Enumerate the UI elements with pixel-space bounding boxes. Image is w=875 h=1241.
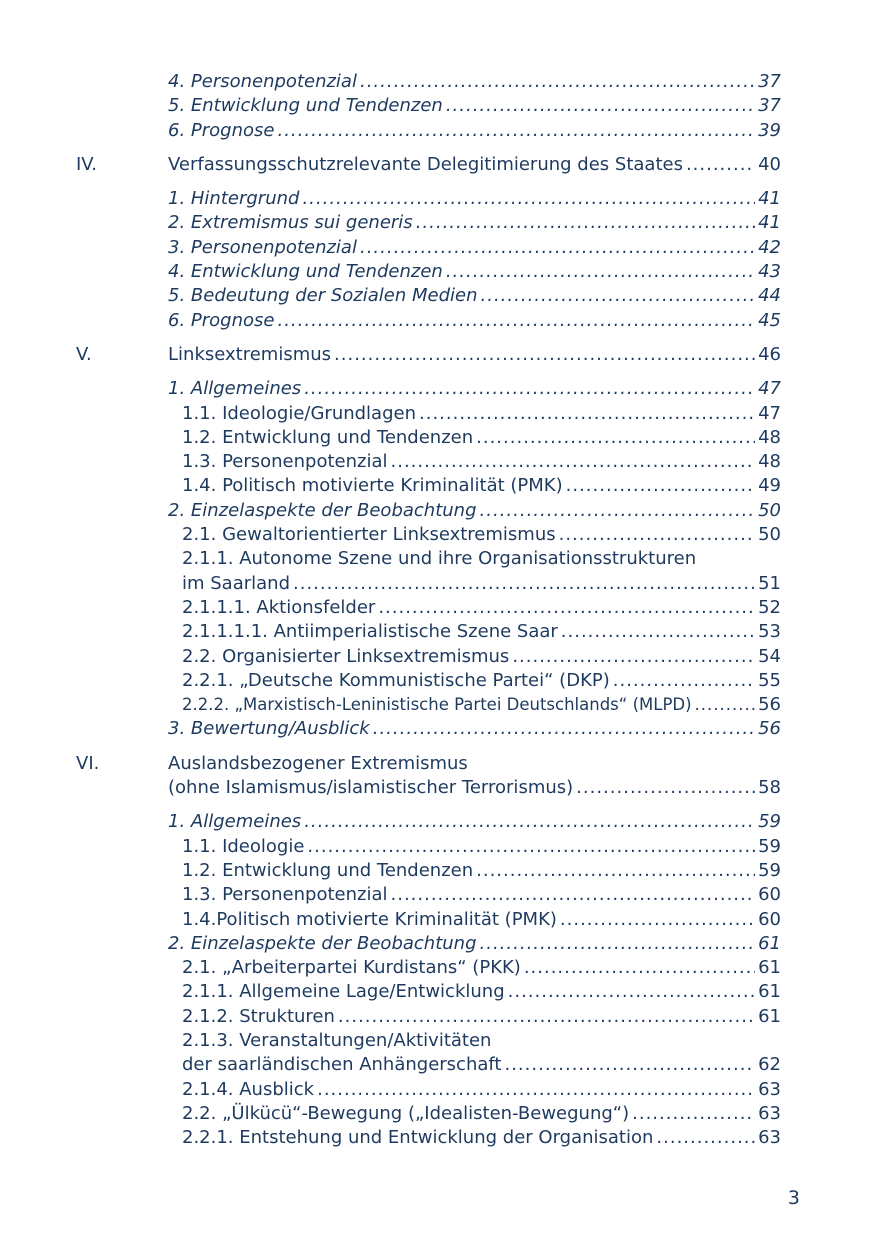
toc-entry[interactable]: 3. Bewertung/Ausblick ..... 56 <box>76 717 781 741</box>
chapter-title-line-2: (ohne Islamismus/islamistischer Terrorismus) <box>168 777 574 799</box>
leader-dots <box>686 153 755 177</box>
toc-entry[interactable]: 2. Einzelaspekte der Beobachtung ..... 50 <box>76 499 781 523</box>
leader-dots <box>476 426 755 450</box>
toc-entry[interactable]: 2.1.4. Ausblick ..... 63 <box>76 1078 781 1102</box>
toc-entry[interactable]: 4. Entwicklung und Tendenzen ..... 43 <box>76 260 781 284</box>
leader-dots <box>304 377 755 401</box>
leader-dots <box>302 187 755 211</box>
leader-dots <box>373 717 755 741</box>
leader-dots <box>277 119 755 143</box>
leader-dots <box>391 450 756 474</box>
leader-dots <box>307 835 755 859</box>
leader-dots <box>277 309 755 333</box>
chapter-title-line-1: Auslandsbezogener Extremismus <box>168 752 468 774</box>
chapter-number: VI. <box>76 752 100 774</box>
table-of-contents <box>76 70 781 1150</box>
toc-entry-autonome[interactable] <box>76 547 781 596</box>
toc-entry-line: 2.1.3. Veranstaltungen/Aktivitäten <box>182 1029 492 1051</box>
toc-group-2 <box>76 187 781 333</box>
toc-chapter-iv[interactable]: IV. Verfassungsschutzrelevante Delegitimierung des Staates ..... 40 <box>76 153 781 177</box>
toc-group-3 <box>76 377 781 547</box>
toc-entry[interactable]: 2.2. „Ülkücü“-Bewegung („Idealisten-Bewegung“) ..... 63 <box>76 1102 781 1126</box>
leader-dots <box>360 70 755 94</box>
toc-entry[interactable]: 2.2.2. „Marxistisch-Leninistische Partei Deutschlands“ (MLPD) ..... 56 <box>76 693 781 717</box>
toc-entry[interactable]: 2.1.1.1.1. Antiimperialistische Szene Saar ..... 53 <box>76 620 781 644</box>
leader-dots <box>480 499 756 523</box>
toc-entry[interactable]: 3. Personenpotenzial ..... 42 <box>76 236 781 260</box>
toc-entry-line: der saarländischen Anhängerschaft ..... 62 <box>76 1053 781 1077</box>
chapter-title: Verfassungsschutzrelevante Delegitimierung des Staates <box>168 153 683 175</box>
toc-entry[interactable]: 5. Bedeutung der Sozialen Medien ..... 44 <box>76 284 781 308</box>
leader-dots <box>480 932 756 956</box>
chapter-number: V. <box>76 343 92 365</box>
leader-dots <box>524 956 755 980</box>
chapter-title: Linksextremismus <box>168 343 332 365</box>
toc-entry[interactable]: 2.1.1. Allgemeine Lage/Entwicklung ..... 61 <box>76 980 781 1004</box>
leader-dots <box>481 284 756 308</box>
leader-dots <box>613 669 755 693</box>
toc-entry[interactable]: 1.1. Ideologie ..... 59 <box>76 835 781 859</box>
leader-dots <box>512 645 755 669</box>
leader-dots <box>632 1102 755 1126</box>
toc-entry-line: 2.1.1. Autonome Szene und ihre Organisationsstrukturen <box>182 548 697 570</box>
leader-dots <box>695 693 756 717</box>
toc-entry[interactable]: 2.2.1. „Deutsche Kommunistische Partei“ (DKP) ..... 55 <box>76 669 781 693</box>
toc-entry[interactable]: 1. Allgemeines ..... 47 <box>76 377 781 401</box>
toc-entry[interactable]: 2.1. „Arbeiterpartei Kurdistans“ (PKK) ..... 61 <box>76 956 781 980</box>
toc-entry[interactable]: 1.4.Politisch motivierte Kriminalität (PMK) ..... 60 <box>76 908 781 932</box>
toc-entry[interactable]: 6. Prognose ..... 39 <box>76 119 781 143</box>
toc-group-1 <box>76 70 781 143</box>
toc-entry[interactable]: 2.1.2. Strukturen ..... 61 <box>76 1005 781 1029</box>
leader-dots <box>508 980 755 1004</box>
leader-dots <box>317 1078 755 1102</box>
toc-entry[interactable]: 2.1. Gewaltorientierter Linksextremismus ..... 50 <box>76 523 781 547</box>
toc-entry[interactable]: 1.1. Ideologie/Grundlagen ..... 47 <box>76 402 781 426</box>
toc-entry[interactable]: 2.1.1.1. Aktionsfelder ..... 52 <box>76 596 781 620</box>
leader-dots <box>561 620 755 644</box>
leader-dots <box>560 908 755 932</box>
leader-dots <box>334 343 755 367</box>
toc-entry[interactable]: 5. Entwicklung und Tendenzen ..... 37 <box>76 94 781 118</box>
leader-dots <box>391 883 756 907</box>
toc-group-4 <box>76 596 781 742</box>
toc-entry[interactable]: 1.2. Entwicklung und Tendenzen ..... 59 <box>76 859 781 883</box>
page-number: 3 <box>787 1187 800 1209</box>
toc-chapter-v[interactable]: V. Linksextremismus ..... 46 <box>76 343 781 367</box>
leader-dots <box>504 1053 755 1077</box>
leader-dots <box>416 211 755 235</box>
toc-group-5 <box>76 810 781 1029</box>
leader-dots <box>476 859 755 883</box>
toc-entry[interactable]: 2. Extremismus sui generis ..... 41 <box>76 211 781 235</box>
toc-entry[interactable]: 1.3. Personenpotenzial ..... 48 <box>76 450 781 474</box>
leader-dots <box>566 474 755 498</box>
toc-entry[interactable]: 1.3. Personenpotenzial ..... 60 <box>76 883 781 907</box>
toc-chapter-vi[interactable]: VI. Auslandsbezogener Extremismus (ohne Islamismus/islamistischer Terrorismus) ..... 58 <box>76 752 781 801</box>
leader-dots <box>360 236 755 260</box>
leader-dots <box>378 596 755 620</box>
leader-dots <box>656 1126 755 1150</box>
toc-entry[interactable]: 1.2. Entwicklung und Tendenzen ..... 48 <box>76 426 781 450</box>
chapter-number: IV. <box>76 153 98 175</box>
leader-dots <box>576 776 755 800</box>
leader-dots <box>446 94 755 118</box>
leader-dots <box>446 260 755 284</box>
leader-dots <box>293 572 755 596</box>
leader-dots <box>419 402 755 426</box>
toc-entry[interactable]: 6. Prognose ..... 45 <box>76 309 781 333</box>
toc-entry[interactable]: 4. Personenpotenzial ..... 37 <box>76 70 781 94</box>
toc-entry-line: im Saarland ..... 51 <box>76 572 781 596</box>
leader-dots <box>304 810 755 834</box>
leader-dots <box>338 1005 755 1029</box>
toc-entry[interactable]: 2.2. Organisierter Linksextremismus ..... 54 <box>76 645 781 669</box>
toc-entry[interactable]: 1.4. Politisch motivierte Kriminalität (PMK) ..... 49 <box>76 474 781 498</box>
toc-entry[interactable]: 1. Allgemeines ..... 59 <box>76 810 781 834</box>
toc-entry[interactable]: 2. Einzelaspekte der Beobachtung ..... 61 <box>76 932 781 956</box>
leader-dots <box>559 523 755 547</box>
toc-entry[interactable]: 2.2.1. Entstehung und Entwicklung der Organisation ..... 63 <box>76 1126 781 1150</box>
toc-entry-veranstaltungen[interactable] <box>76 1029 781 1078</box>
toc-entry[interactable]: 1. Hintergrund ..... 41 <box>76 187 781 211</box>
toc-group-6 <box>76 1078 781 1151</box>
